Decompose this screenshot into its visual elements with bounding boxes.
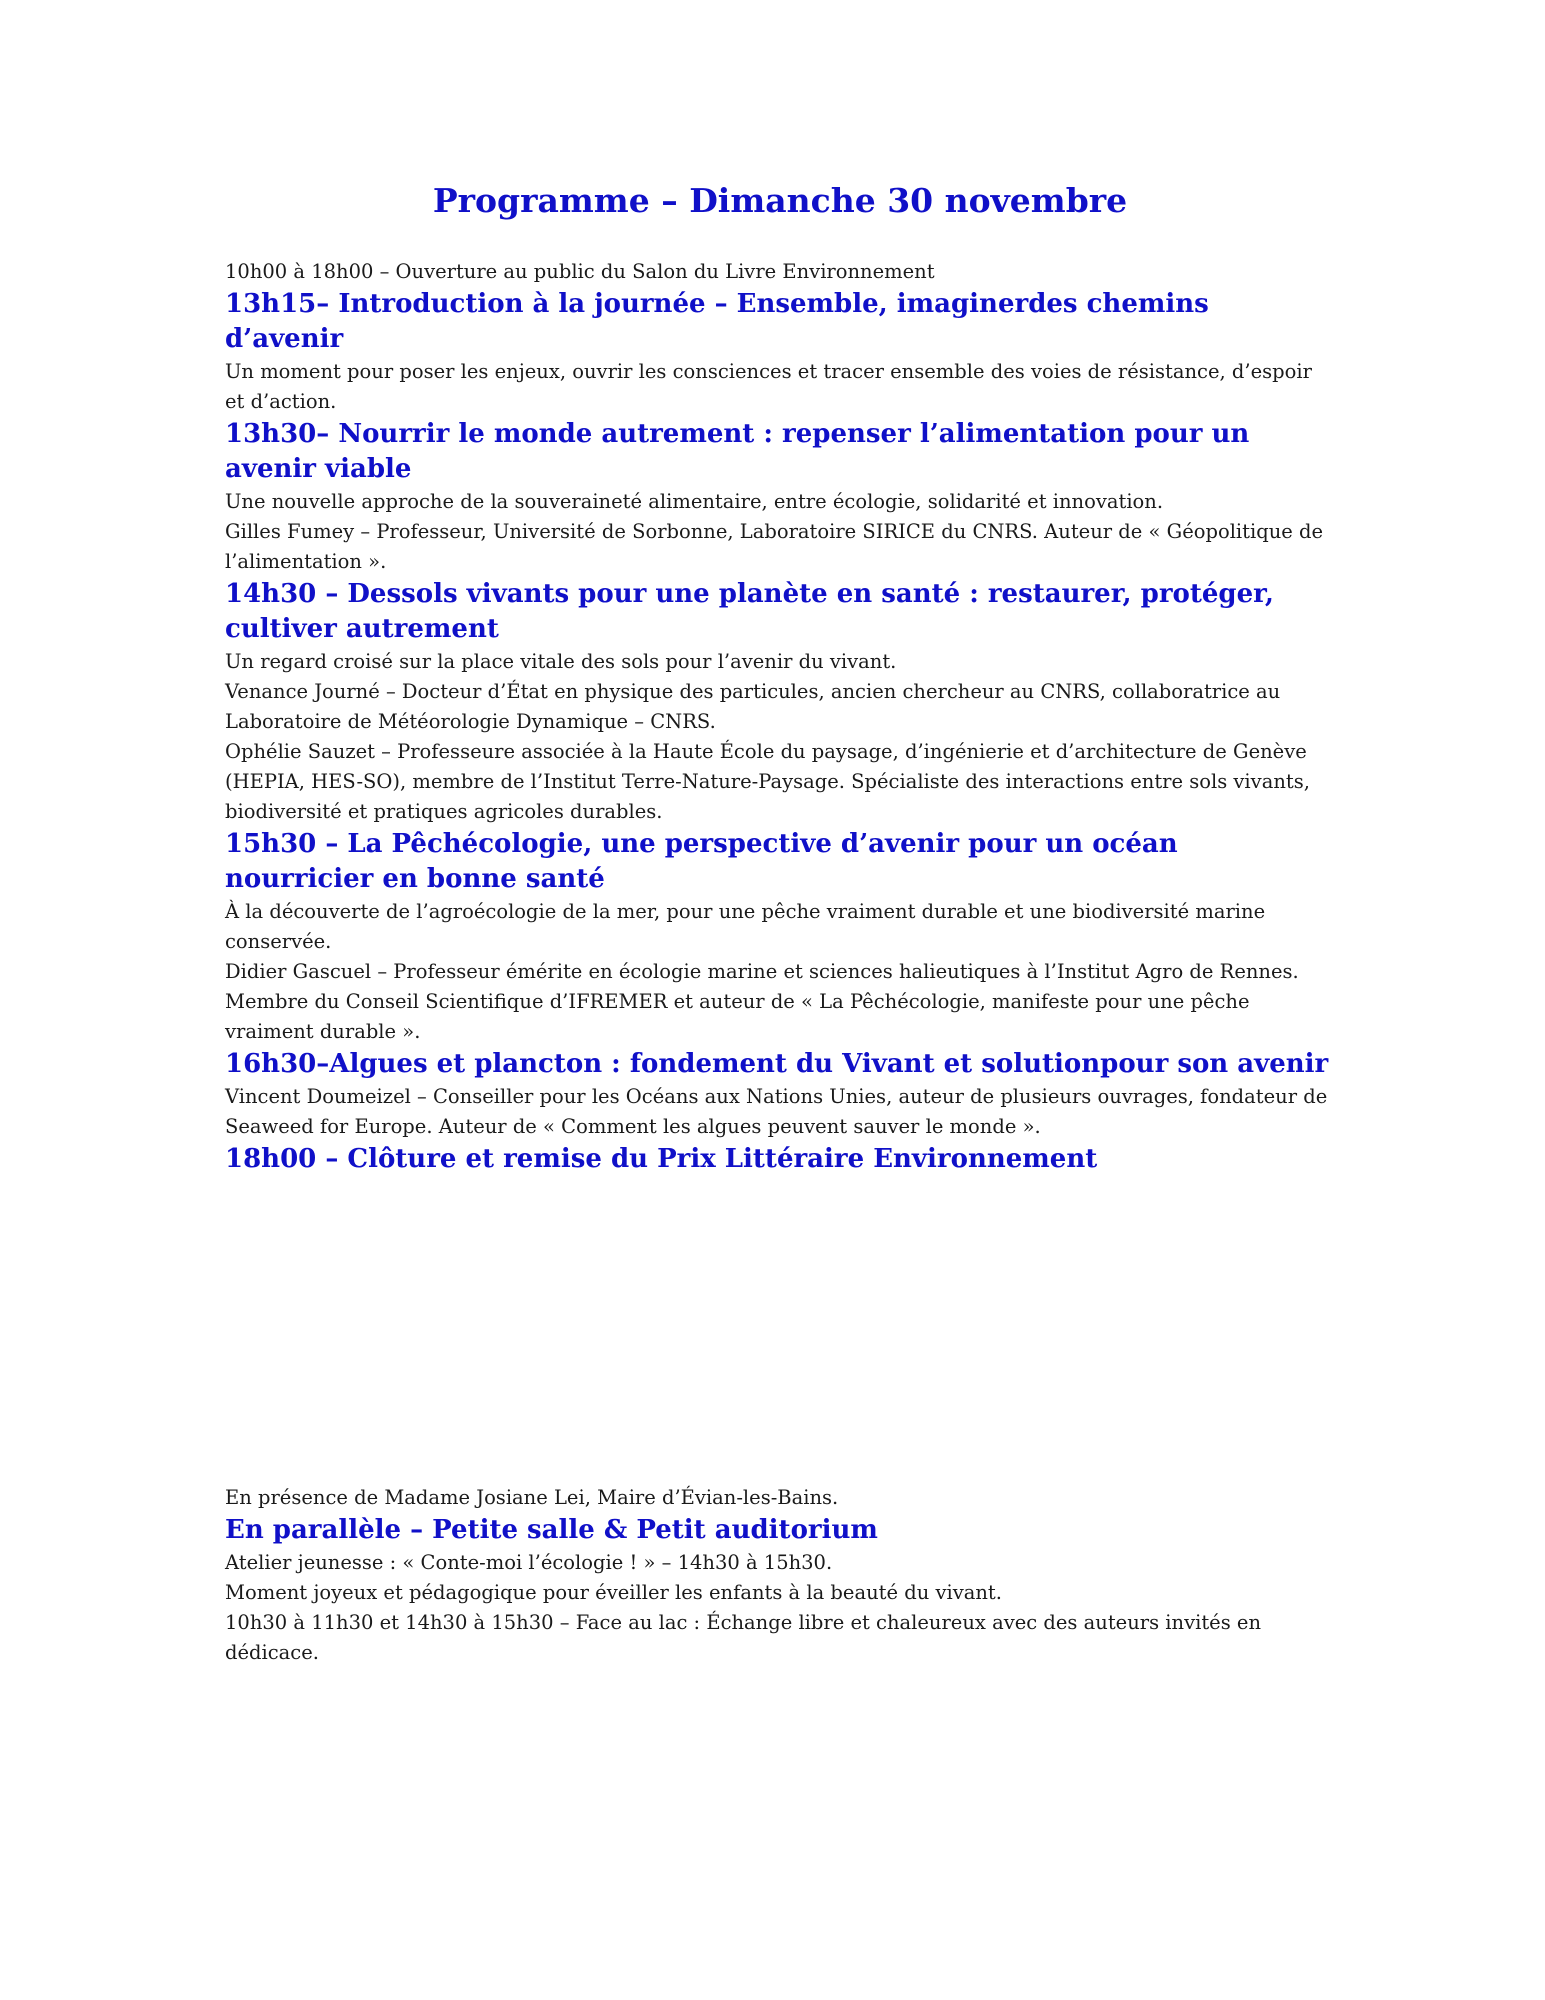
- section-heading: 15h30 – La Pêchécologie, une perspective d’avenir pour un océan nourricier en bonne santé: [225, 829, 1178, 894]
- speaker-paragraph: Venance Journé – Docteur d’État en physique des particules, ancien chercheur au CNRS, collaboratrice au Laboratoire de Météorologie Dynamique – CNRS.: [225, 680, 1281, 733]
- section-paragraph: Moment joyeux et pédagogique pour éveiller les enfants à la beauté du vivant.: [225, 1581, 1002, 1604]
- section-heading: 14h30 – Dessols vivants pour une planète en santé : restaurer, protéger, cultiver autrement: [225, 579, 1274, 644]
- section-heading: 13h30– Nourrir le monde autrement : repenser l’alimentation pour un avenir viable: [225, 419, 1250, 484]
- program-section: [225, 1047, 1335, 1142]
- program-section: [225, 827, 1335, 1047]
- section-paragraph: Une nouvelle approche de la souveraineté alimentaire, entre écologie, solidarité et innovation.: [225, 490, 1164, 513]
- speaker-paragraph: Didier Gascuel – Professeur émérite en écologie marine et sciences halieutiques à l’Institut Agro de Rennes. Membre du Conseil Scientifique d’IFREMER et auteur de « La Pêchécologie, manifeste pour une pêche vraiment durable ».: [225, 960, 1299, 1043]
- section-heading: 16h30–Algues et plancton : fondement du Vivant et solutionpour son avenir: [225, 1049, 1329, 1079]
- page-title: Programme – Dimanche 30 novembre: [432, 181, 1128, 220]
- speaker-paragraph: Ophélie Sauzet – Professeure associée à la Haute École du paysage, d’ingénierie et d’architecture de Genève (HEPIA, HES-SO), membre de l’Institut Terre-Nature-Paysage. Spécialiste des interactions entre sols vivants, biodiversité et pratiques agricoles durables.: [225, 740, 1310, 823]
- section-paragraph: À la découverte de l’agroécologie de la mer, pour une pêche vraiment durable et une biodiversité marine conservée.: [225, 900, 1266, 953]
- closing-note: En présence de Madame Josiane Lei, Maire d’Évian-les-Bains.: [225, 1486, 839, 1509]
- program-section: [225, 1142, 1335, 1177]
- section-paragraph: 10h30 à 11h30 et 14h30 à 15h30 – Face au lac : Échange libre et chaleureux avec des auteurs invités en dédicace.: [225, 1611, 1262, 1664]
- section-heading: 18h00 – Clôture et remise du Prix Littéraire Environnement: [225, 1144, 1098, 1174]
- program-section: [225, 417, 1335, 577]
- section-heading: 13h15– Introduction à la journée – Ensemble, imaginerdes chemins d’avenir: [225, 289, 1209, 354]
- program-section: [225, 287, 1335, 417]
- blank-space: [225, 1177, 1335, 1483]
- section-paragraph: Atelier jeunesse : « Conte-moi l’écologie ! » – 14h30 à 15h30.: [225, 1551, 833, 1574]
- section-heading: En parallèle – Petite salle & Petit auditorium: [225, 1515, 878, 1545]
- speaker-paragraph: Vincent Doumeizel – Conseiller pour les Océans aux Nations Unies, auteur de plusieurs ouvrages, fondateur de Seaweed for Europe. Auteur de « Comment les algues peuvent sauver le monde ».: [225, 1085, 1328, 1138]
- opening-hours: 10h00 à 18h00 – Ouverture au public du Salon du Livre Environnement: [225, 260, 935, 283]
- section-paragraph: Un moment pour poser les enjeux, ouvrir les consciences et tracer ensemble des voies de résistance, d’espoir et d’action.: [225, 360, 1312, 413]
- document-page: [225, 175, 1335, 1668]
- parallel-section: [225, 1513, 1335, 1668]
- speaker-paragraph: Gilles Fumey – Professeur, Université de Sorbonne, Laboratoire SIRICE du CNRS. Auteur de « Géopolitique de l’alimentation ».: [225, 520, 1324, 573]
- section-paragraph: Un regard croisé sur la place vitale des sols pour l’avenir du vivant.: [225, 650, 897, 673]
- program-section: [225, 577, 1335, 827]
